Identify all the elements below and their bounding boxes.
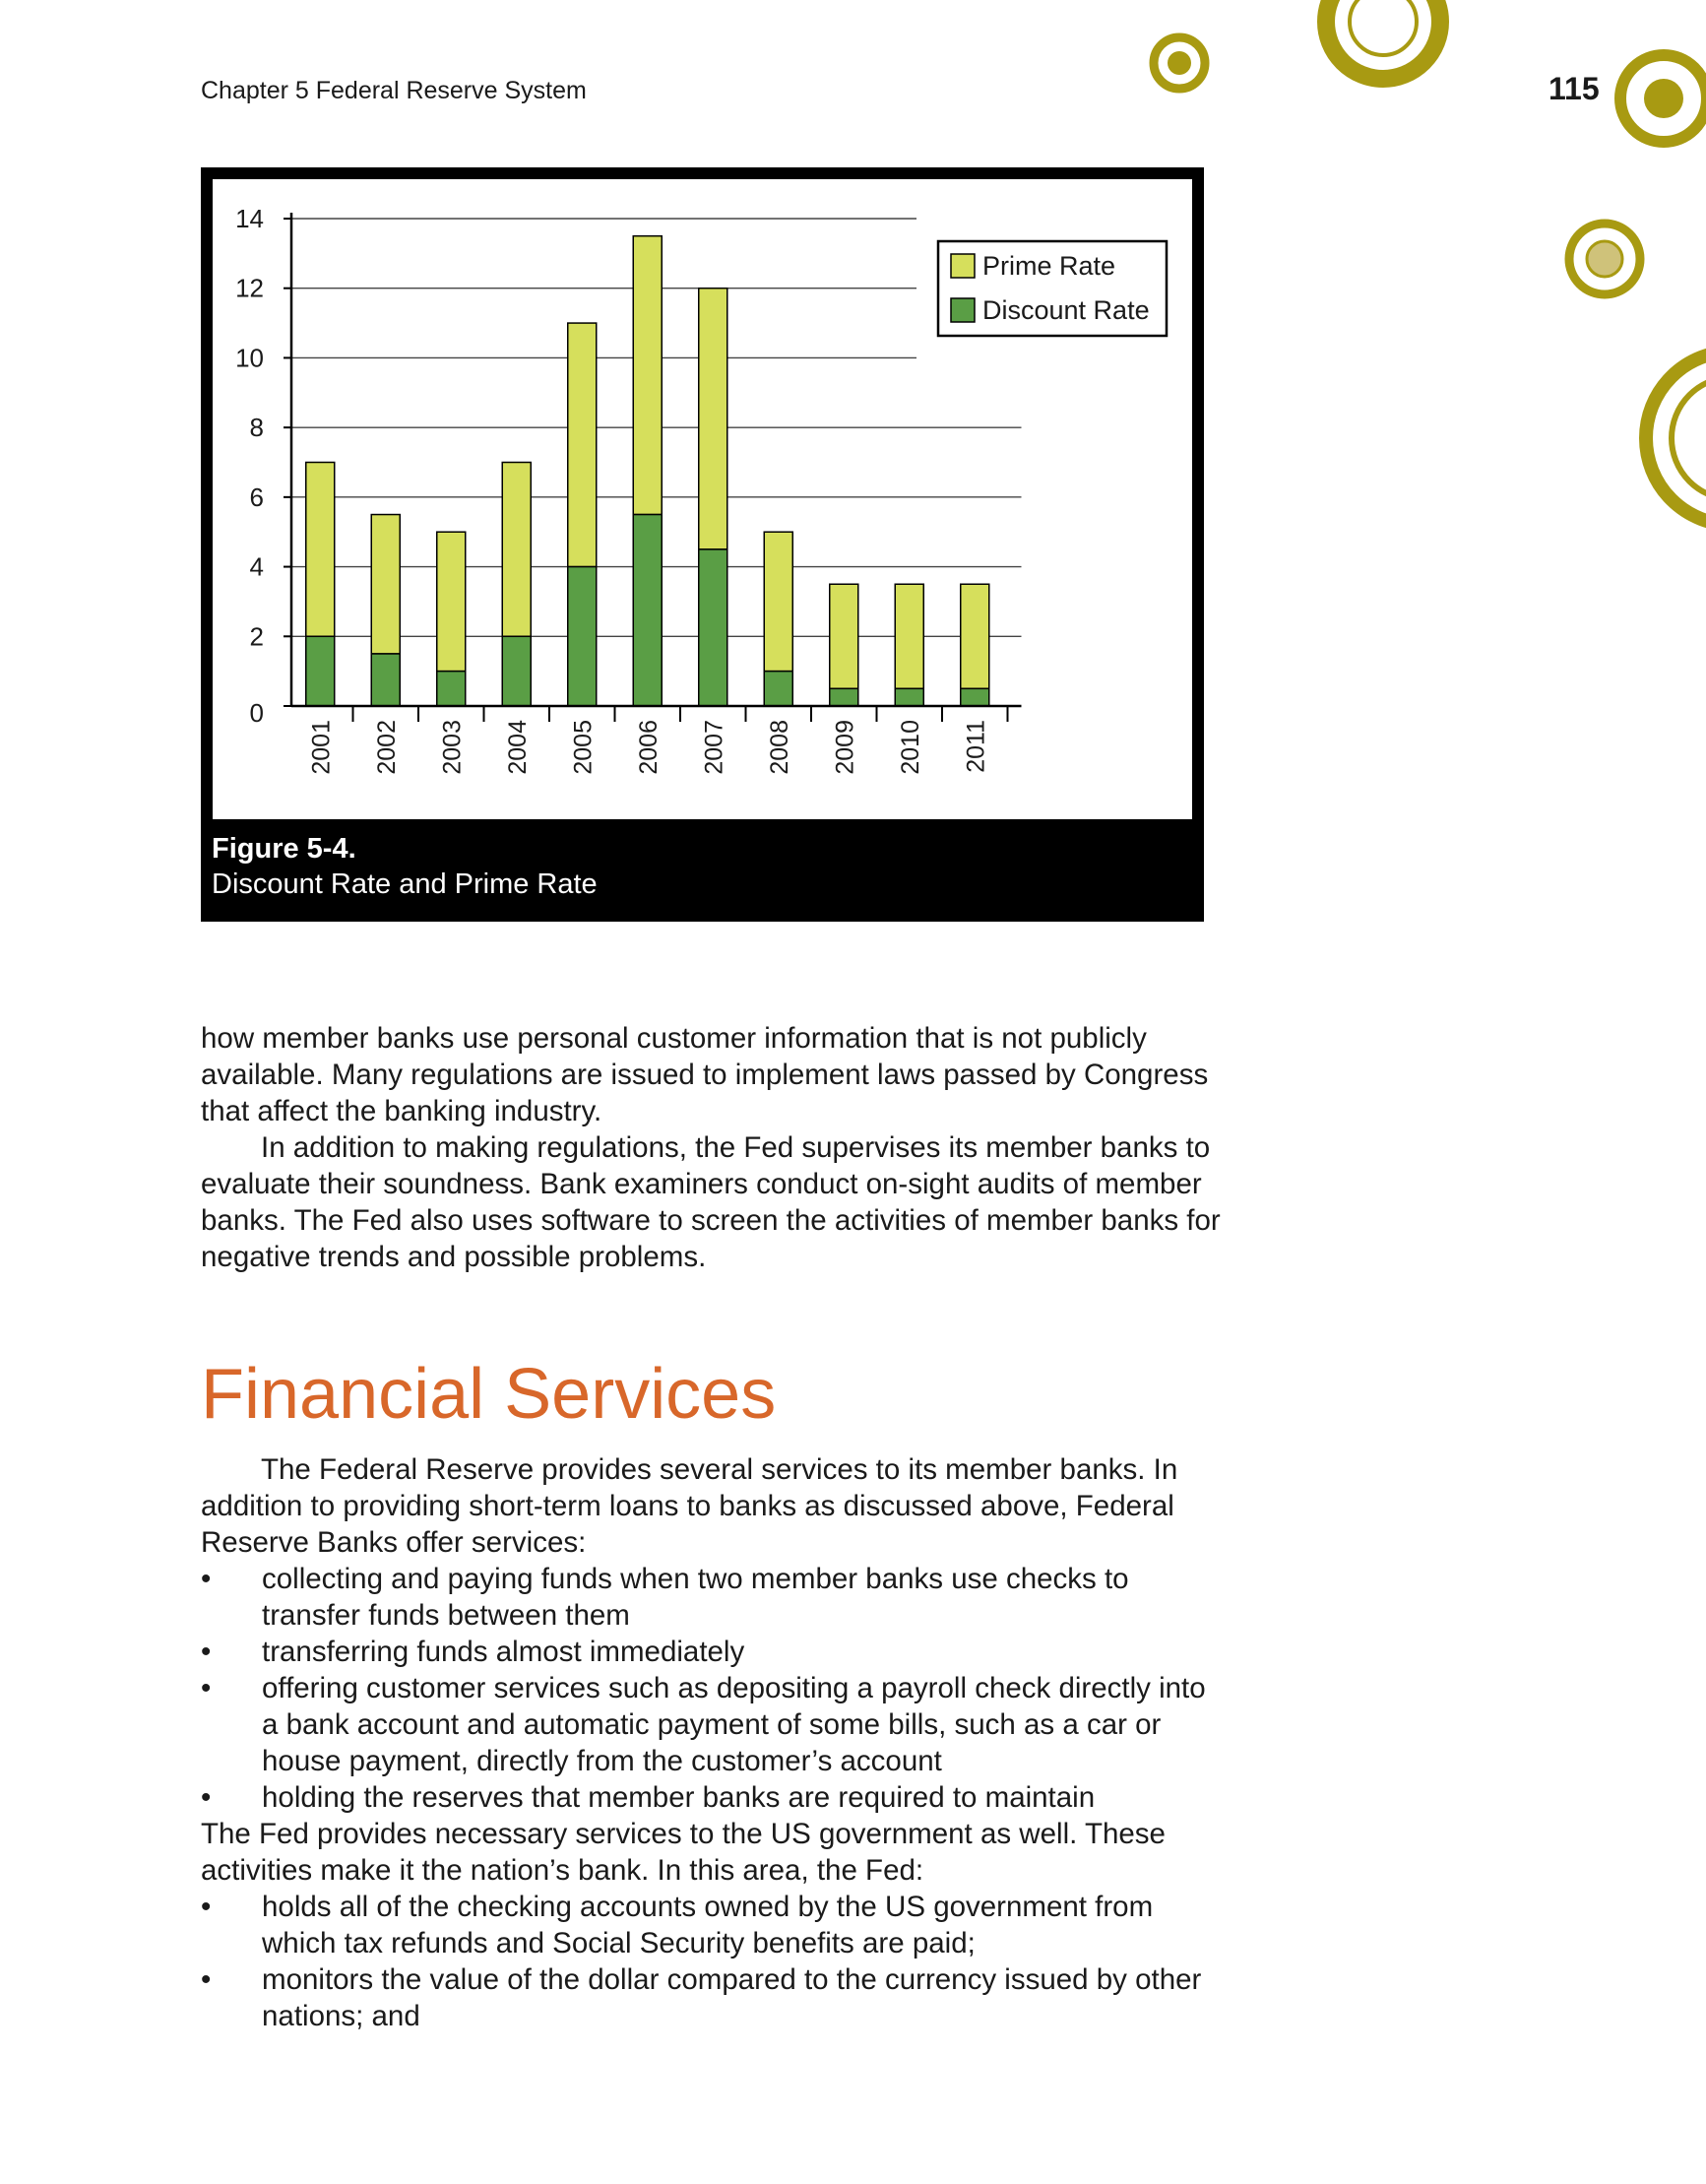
discount-rate-bar — [830, 688, 858, 706]
paragraph-1: how member banks use personal customer information that is not publicly available. Many regulations are issued to implement laws passed by Congress that affect the banking industry. — [201, 1022, 1209, 1127]
ring-top-large — [1326, 0, 1440, 79]
list-item — [201, 1961, 1225, 2034]
ring-page-number — [1620, 55, 1706, 142]
y-tick-label: 14 — [235, 204, 264, 233]
y-tick-label: 2 — [249, 621, 264, 652]
stacked-bar-chart — [213, 179, 1192, 819]
prime-rate-bar — [961, 584, 989, 688]
prime-rate-bar — [306, 463, 335, 637]
figure-5-4 — [201, 167, 1204, 922]
prime-rate-bar — [699, 289, 727, 549]
prime-rate-bar — [764, 532, 792, 671]
figure-title: Discount Rate and Prime Rate — [212, 868, 598, 900]
prime-rate-bar — [568, 323, 597, 567]
discount-rate-bar — [764, 672, 792, 706]
y-tick-label: 4 — [249, 551, 264, 582]
legend-label: Discount Rate — [982, 295, 1150, 325]
bullet-marker: • — [201, 1563, 212, 1595]
y-tick-label: 6 — [249, 482, 264, 512]
prime-rate-bar — [502, 463, 531, 637]
ring-right-edge — [1646, 352, 1706, 525]
x-tick-label: 2005 — [569, 720, 598, 775]
prime-rate-bar — [895, 584, 923, 688]
list-item — [201, 1634, 1225, 1670]
body-paragraphs-top — [201, 1020, 1225, 1275]
discount-rate-bar — [437, 672, 466, 706]
prime-rate-bar — [633, 236, 662, 515]
figure-label: Figure 5-4. — [212, 833, 356, 865]
x-tick-label: 2006 — [634, 720, 663, 775]
x-tick-label: 2004 — [503, 720, 532, 775]
discount-rate-bar — [371, 654, 400, 706]
section-heading: Financial Services — [201, 1355, 777, 1434]
bullet-marker: • — [201, 1891, 212, 1923]
x-tick-label: 2007 — [700, 720, 728, 775]
x-tick-label: 2009 — [831, 720, 859, 775]
y-tick-label: 10 — [235, 343, 264, 373]
bullet-marker: • — [201, 1781, 212, 1814]
list-item — [201, 1779, 1225, 1816]
ring-small-left — [1154, 37, 1205, 89]
prime-rate-bar — [371, 515, 400, 654]
discount-rate-bar — [961, 688, 989, 706]
legend-swatch — [951, 254, 975, 278]
y-tick-label: 0 — [249, 698, 264, 728]
discount-rate-bar — [633, 515, 662, 706]
list-item-text: holds all of the checking accounts owned by the US government from which tax refunds and Social Security benefits are paid; — [262, 1891, 1154, 1959]
ring-middle — [1569, 224, 1640, 294]
section-body — [201, 1451, 1225, 2034]
y-tick-label: 12 — [235, 273, 264, 303]
section-middle: The Fed provides necessary services to the US government as well. These activities make it the nation’s bank. In this area, the Fed: — [201, 1818, 1166, 1887]
legend-label: Prime Rate — [982, 251, 1116, 281]
list-item-text: transferring funds almost immediately — [262, 1636, 745, 1668]
section-intro: The Federal Reserve provides several services to its member banks. In addition to providing short-term loans to banks as discussed above, Federal Reserve Banks offer services: — [201, 1453, 1178, 1559]
prime-rate-bar — [830, 584, 858, 688]
bullet-marker: • — [201, 1636, 212, 1668]
list-item — [201, 1889, 1225, 1961]
list-item — [201, 1561, 1225, 1634]
chapter-header: Chapter 5 Federal Reserve System — [201, 77, 587, 104]
list-item — [201, 1670, 1225, 1779]
y-tick-label: 8 — [249, 413, 264, 443]
prime-rate-bar — [437, 532, 466, 671]
discount-rate-bar — [895, 688, 923, 706]
x-tick-label: 2001 — [307, 720, 336, 775]
list-item-text: collecting and paying funds when two member banks use checks to transfer funds between them — [262, 1563, 1129, 1632]
bullet-marker: • — [201, 1672, 212, 1704]
x-tick-label: 2003 — [438, 720, 467, 775]
discount-rate-bar — [502, 636, 531, 706]
page-number: 115 — [1548, 71, 1600, 106]
x-tick-label: 2011 — [962, 720, 990, 773]
legend-swatch — [951, 298, 975, 322]
list-item-text: monitors the value of the dollar compared to the currency issued by other nations; and — [262, 1963, 1202, 2032]
list-item-text: holding the reserves that member banks are required to maintain — [262, 1781, 1096, 1814]
x-tick-label: 2008 — [765, 720, 793, 775]
list-item-text: offering customer services such as depositing a payroll check directly into a bank account and automatic payment of some bills, such as a car or house payment, directly from the customer’s account — [262, 1672, 1206, 1777]
discount-rate-bar — [306, 636, 335, 706]
paragraph-2: In addition to making regulations, the Fed supervises its member banks to evaluate their soundness. Bank examiners conduct on-sight audits of member banks. The Fed also uses software to screen the activities of member banks for negative trends and possible problems. — [201, 1131, 1221, 1273]
x-tick-label: 2002 — [372, 720, 401, 775]
discount-rate-bar — [699, 549, 727, 706]
x-tick-label: 2010 — [896, 720, 924, 775]
discount-rate-bar — [568, 567, 597, 706]
chart-panel — [213, 179, 1192, 819]
bullet-marker: • — [201, 1963, 212, 1996]
